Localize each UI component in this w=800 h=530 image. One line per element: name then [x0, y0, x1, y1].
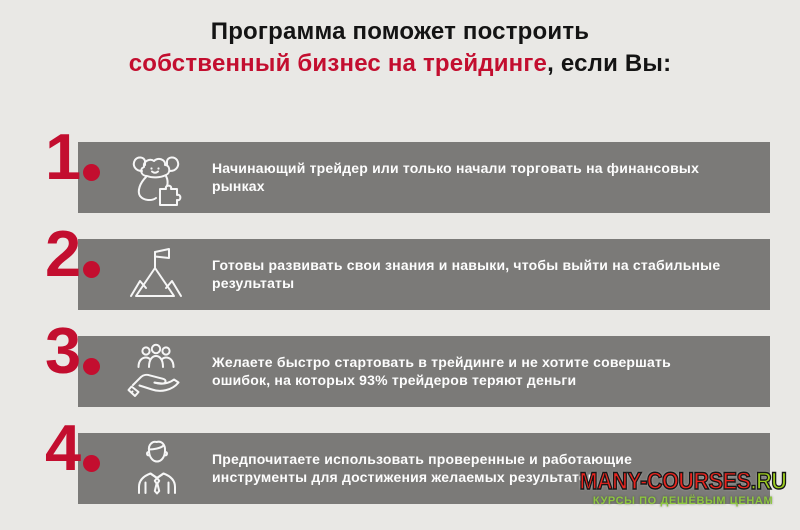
- benefit-text-line: Желаете быстро стартовать в трейдинге и не хотите совершать: [212, 354, 671, 370]
- number-dot: [83, 164, 100, 181]
- benefit-row-1: [45, 120, 770, 213]
- title-line1: Программа поможет построить: [210, 18, 590, 45]
- row-number-2: [45, 217, 100, 290]
- benefit-text-line: Готовы развивать свои знания и навыки, чтобы выйти на стабильные: [212, 257, 721, 273]
- benefit-row-3: [45, 314, 770, 407]
- watermark: [568, 470, 798, 507]
- benefit-text-2: [212, 257, 720, 292]
- page-title: [0, 0, 800, 80]
- row-number-digit: 4: [45, 411, 80, 484]
- watermark-tld: .RU: [750, 468, 787, 495]
- watermark-tagline: КУРСЫ ПО ДЕШЁВЫМ ЦЕНАМ: [592, 495, 774, 507]
- watermark-brand-name: MANY-COURSES: [579, 468, 751, 495]
- benefit-text-line: рынках: [212, 177, 265, 194]
- team-in-hand-icon: [124, 340, 188, 404]
- benefit-text-3: [212, 354, 671, 389]
- number-dot: [83, 455, 100, 472]
- mountain-flag-icon: [124, 243, 188, 307]
- benefit-row-2: [45, 217, 770, 310]
- row-number-1: [45, 120, 100, 193]
- title-highlight: собственный бизнес на трейдинге: [128, 50, 548, 77]
- number-dot: [83, 261, 100, 278]
- row-number-3: [45, 314, 100, 387]
- title-line2: [0, 48, 800, 80]
- number-dot: [83, 358, 100, 375]
- title-line2-rest: , если Вы:: [547, 50, 672, 77]
- benefit-text-line: результаты: [212, 274, 295, 291]
- benefit-text-line: Начинающий трейдер или только начали торговать на финансовых: [212, 160, 700, 176]
- benefit-text-line: Предпочитаете использовать проверенные и работающие: [212, 451, 633, 467]
- benefit-text-line: ошибок, на которых 93% трейдеров теряют деньги: [212, 371, 577, 388]
- strong-mind-puzzle-icon: [124, 146, 188, 210]
- benefit-text-1: [212, 160, 699, 195]
- row-number-digit: 2: [45, 217, 80, 290]
- row-number-4: [45, 411, 100, 484]
- row-number-digit: 3: [45, 314, 80, 387]
- watermark-brand: [580, 470, 787, 494]
- businessman-icon: [124, 437, 188, 501]
- benefit-text-line: инструменты для достижения желаемых результатов: [212, 468, 597, 485]
- row-number-digit: 1: [45, 120, 80, 193]
